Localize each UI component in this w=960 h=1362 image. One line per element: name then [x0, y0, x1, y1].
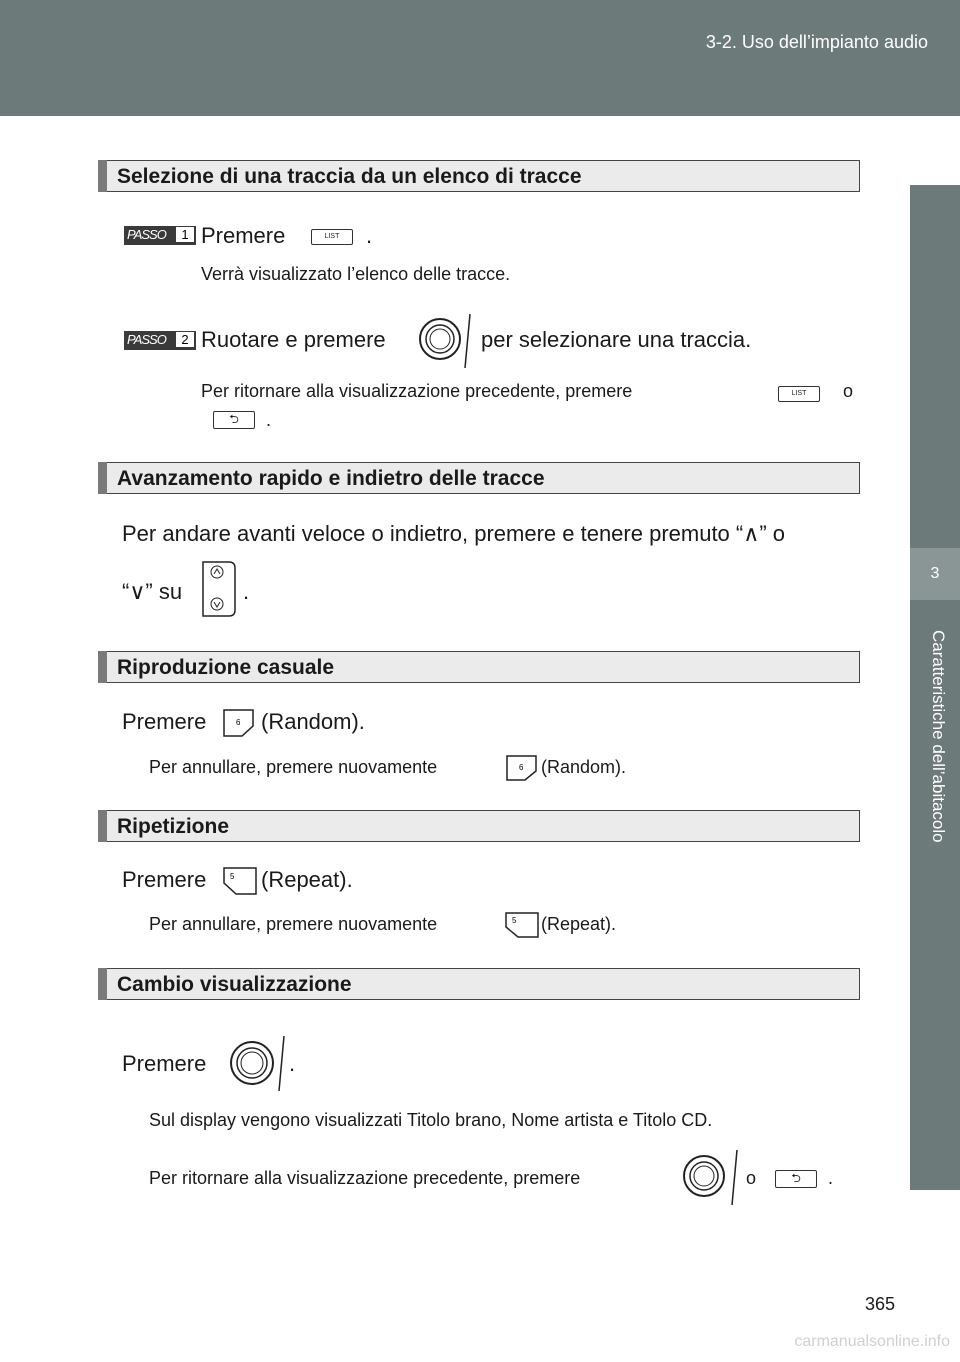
watermark: carmanualsonline.info [794, 1333, 950, 1350]
display-period: . [289, 1051, 296, 1076]
section-heading-random [98, 651, 860, 683]
section-title: Selezione di una traccia da un elenco di tracce [117, 165, 582, 188]
chapter-number: 3 [910, 548, 960, 600]
display-text: Premere [122, 1051, 207, 1076]
preset-6-button-icon [222, 708, 256, 738]
side-tab [910, 185, 960, 1190]
fastforward-line1: Per andare avanti veloce o indietro, premere e tenere premuto “∧” o [122, 521, 786, 546]
preset-5-label: 5 [230, 872, 235, 881]
repeat-note: Per annullare, premere nuovamente [149, 914, 438, 934]
step2-note: Per ritornare alla visualizzazione precedente, premere [201, 381, 633, 401]
preset-5-button-icon [222, 866, 258, 896]
repeat-note-end: (Repeat). [541, 914, 617, 934]
section-heading-display [98, 968, 860, 1000]
tune-select-knob-icon [228, 1034, 288, 1092]
step1-text: Premere [201, 223, 286, 248]
step2-note-or: o [843, 381, 854, 401]
fastforward-line2-end: . [243, 579, 250, 604]
preset-6-label: 6 [236, 718, 241, 727]
preset-5-button-icon [504, 911, 540, 939]
section-heading-list-select [98, 160, 860, 192]
section-title: Riproduzione casuale [117, 656, 335, 679]
list-button-icon: LIST [778, 386, 820, 402]
section-heading-fast-forward [98, 462, 860, 494]
tune-select-knob-icon [418, 312, 478, 370]
section-title: Cambio visualizzazione [117, 973, 352, 996]
step1-period: . [366, 223, 373, 248]
random-text-after: (Random). [261, 709, 365, 734]
back-button-icon: ⮌ [213, 411, 255, 429]
back-button-icon: ⮌ [775, 1170, 817, 1188]
display-note2: Per ritornare alla visualizzazione precedente, premere [149, 1168, 581, 1188]
step-badge-1: PASSO 1 [124, 226, 196, 245]
display-note1: Sul display vengono visualizzati Titolo brano, Nome artista e Titolo CD. [149, 1110, 713, 1130]
step1-note: Verrà visualizzato l’elenco delle tracce. [201, 264, 511, 284]
repeat-text-after: (Repeat). [261, 867, 353, 892]
chapter-title: 3-2. Uso dell’impianto audio [705, 32, 928, 52]
repeat-text: Premere [122, 867, 207, 892]
section-title: Ripetizione [117, 815, 230, 838]
header-band [0, 0, 960, 116]
list-button-icon: LIST [311, 229, 353, 245]
preset-6-label: 6 [519, 763, 524, 772]
preset-6-button-icon [505, 754, 539, 782]
page-number: 365 [864, 1294, 895, 1314]
random-note-end: (Random). [541, 757, 627, 777]
fastforward-line2: “∨” su [122, 579, 183, 604]
random-note: Per annullare, premere nuovamente [149, 757, 438, 777]
step-badge-2: PASSO 2 [124, 331, 196, 350]
step2-text-after: per selezionare una traccia. [481, 327, 752, 352]
random-text: Premere [122, 709, 207, 734]
tune-select-knob-icon [682, 1148, 742, 1206]
step2-note-end: . [266, 410, 272, 430]
display-note2-or: o [746, 1168, 757, 1188]
seek-up-down-button-icon [199, 558, 239, 620]
section-title: Avanzamento rapido e indietro delle tracce [117, 467, 545, 490]
step2-text: Ruotare e premere [201, 327, 386, 352]
preset-5-label: 5 [512, 916, 517, 925]
section-heading-repeat [98, 810, 860, 842]
display-note2-end: . [828, 1168, 834, 1188]
chapter-label: Caratteristiche dell’abitacolo [929, 630, 948, 843]
